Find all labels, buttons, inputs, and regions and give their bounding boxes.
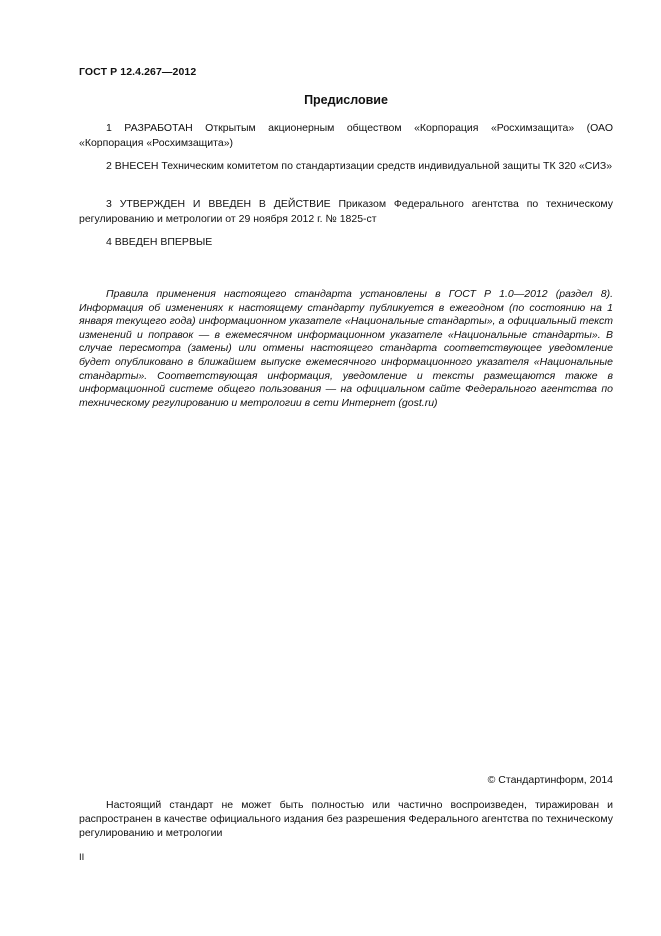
standard-header: ГОСТ Р 12.4.267—2012 [79,66,197,78]
rights-notice: Настоящий стандарт не может быть полностью или частично воспроизведен, тиражирован и распространен в качестве официального издания без разрешения Федерального агентства по техническому регулированию и метрологии [79,799,613,839]
page-number: II [79,852,85,863]
copyright-line: © Стандартинформ, 2014 [487,774,613,786]
foreword-item-developed: 1 РАЗРАБОТАН Открытым акционерным обществом «Корпорация «Росхимзащита» (ОАО «Корпорация «Росхимзащита») [79,122,613,150]
page-title: Предисловие [304,93,388,107]
foreword-item-submitted: 2 ВНЕСЕН Техническим комитетом по стандартизации средств индивидуальной защиты ТК 320 «СИЗ» [106,160,613,172]
foreword-item-approved: 3 УТВЕРЖДЕН И ВВЕДЕН В ДЕЙСТВИЕ Приказом Федерального агентства по техническому регулированию и метрологии от 29 ноября 2012 г. № 1825-ст [79,198,613,226]
foreword-item-introduced: 4 ВВЕДЕН ВПЕРВЫЕ [106,236,213,248]
application-rules-note: Правила применения настоящего стандарта установлены в ГОСТ Р 1.0—2012 (раздел 8). Информация об изменениях к настоящему стандарту публикуется в ежегодном (по состоянию на 1 января текущего года) информационном указателе «Национальные стандарты», а официальный текст изменений и поправок — в ежемесячном информационном указателе «Национальные стандарты». В случае пересмотра (замены) или отмены настоящего стандарта соответствующее уведомление будет опубликовано в ближайшем выпуске ежемесячного информационного указателя «Национальные стандарты». Соответствующая информация, уведомление и тексты размещаются также в информационной системе общего пользования — на официальном сайте Федерального агентства по техническому регулированию и метрологии в сети Интернет (gost.ru) [79,288,613,409]
